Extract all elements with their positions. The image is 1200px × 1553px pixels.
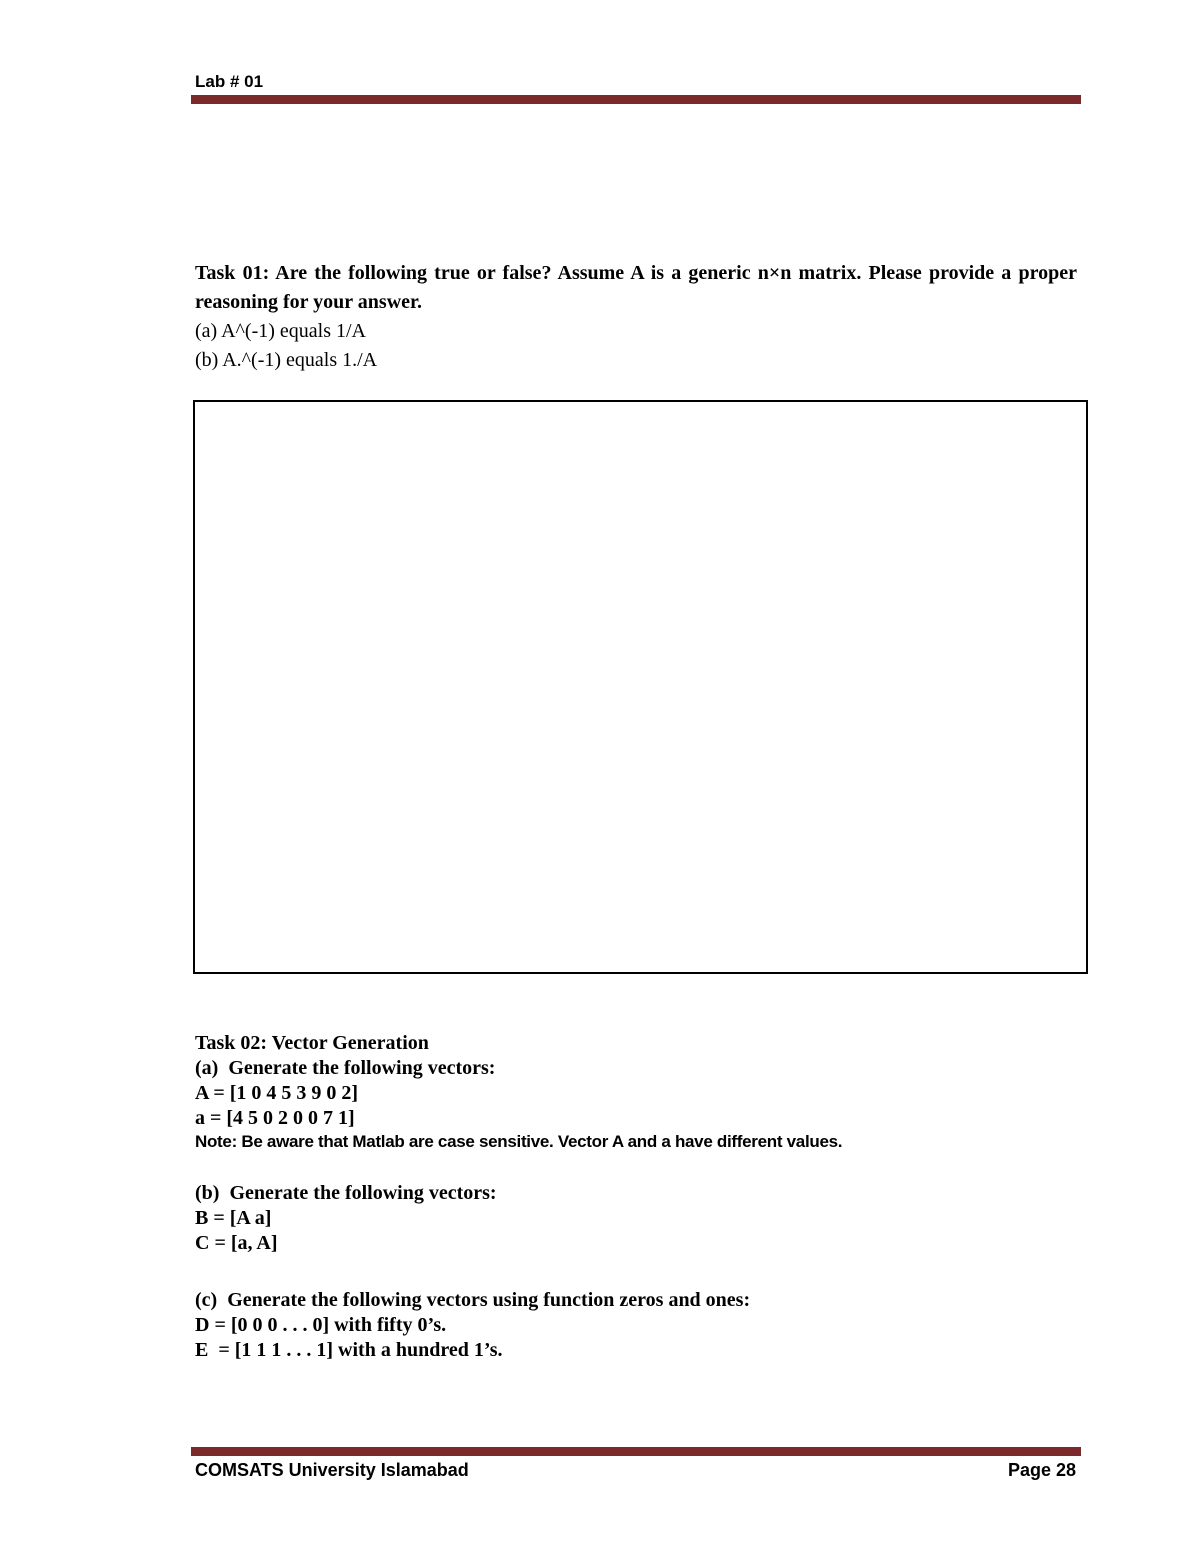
footer-page-number: Page 28 bbox=[1007, 1460, 1076, 1480]
case-sensitivity-note: Note: Be aware that Matlab are case sensitive. Vector A and a have different values. bbox=[195, 1132, 843, 1151]
task-02-section bbox=[195, 1031, 1077, 1363]
task-01-question: Task 01: Are the following true or false? Assume A is a generic n×n matrix. Please provide a proper reasoning for your answer. bbox=[195, 262, 1077, 313]
footer-divider bbox=[191, 1447, 1081, 1456]
vector-C-line: C = [a, A] bbox=[195, 1232, 278, 1254]
footer-institution: COMSATS University Islamabad bbox=[195, 1460, 469, 1480]
part-a-heading: (a) Generate the following vectors: bbox=[195, 1057, 496, 1079]
vector-a-line: a = [4 5 0 2 0 0 7 1] bbox=[195, 1107, 355, 1129]
vector-A-line: A = [1 0 4 5 3 9 0 2] bbox=[195, 1082, 359, 1104]
vector-E-line: E = [1 1 1 . . . 1] with a hundred 1’s. bbox=[195, 1339, 503, 1361]
answer-box[interactable] bbox=[193, 400, 1088, 974]
vector-D-line: D = [0 0 0 . . . 0] with fifty 0’s. bbox=[195, 1314, 447, 1336]
vector-B-line: B = [A a] bbox=[195, 1207, 272, 1229]
task-01-section bbox=[195, 259, 1077, 375]
part-b-heading: (b) Generate the following vectors: bbox=[195, 1182, 497, 1204]
task-01-item-a: (a) A^(-1) equals 1/A bbox=[195, 320, 366, 342]
part-c-heading: (c) Generate the following vectors using function zeros and ones: bbox=[195, 1289, 751, 1311]
task-01-item-b: (b) A.^(-1) equals 1./A bbox=[195, 349, 378, 371]
lab-header-title: Lab # 01 bbox=[195, 72, 264, 91]
header-divider bbox=[191, 95, 1081, 104]
task-02-title: Task 02: Vector Generation bbox=[195, 1032, 429, 1054]
